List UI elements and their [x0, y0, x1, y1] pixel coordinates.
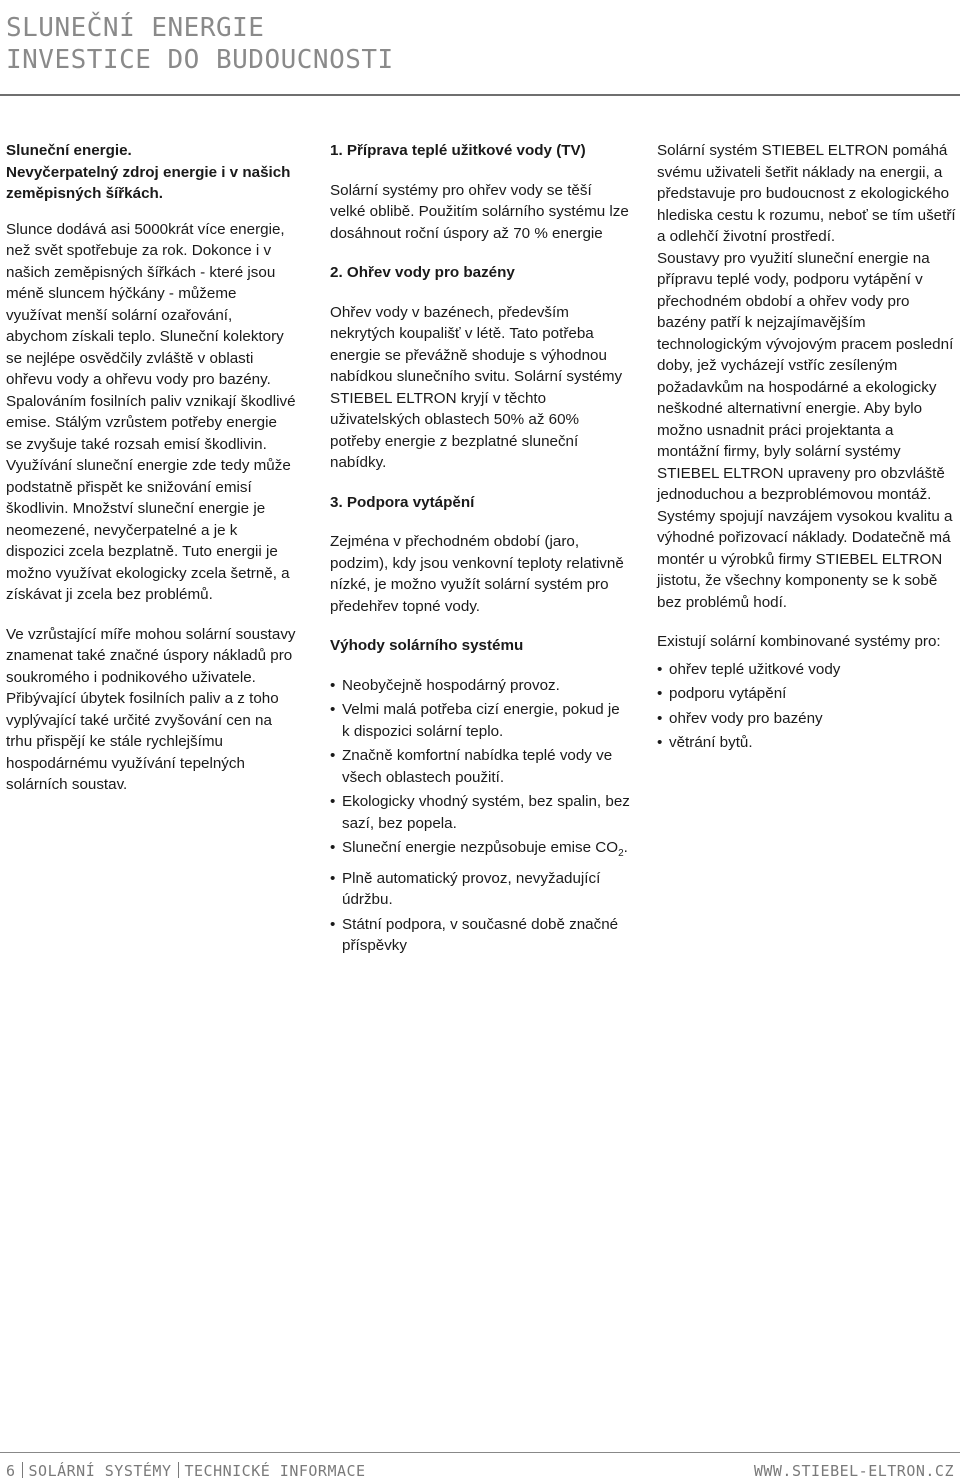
- page-title: [6, 12, 394, 76]
- lead-heading: [6, 140, 296, 205]
- list-item-end: .: [623, 839, 628, 856]
- footer-separator: [178, 1462, 179, 1478]
- page-footer: [6, 1462, 954, 1480]
- page-title-line-2: INVESTICE DO BUDOUCNOSTI: [6, 45, 394, 75]
- combined-systems-intro: Existují solární kombinované systémy pro:: [657, 633, 941, 650]
- co2-subscript: 2: [618, 848, 624, 860]
- section-heading-heating: 3. Podpora vytápění: [330, 493, 475, 511]
- combined-systems-list: [657, 659, 957, 754]
- list-item: • ohřev vody pro bazény: [657, 708, 957, 730]
- section-heading-pool: 2. Ohřev vody pro bazény: [330, 264, 515, 281]
- list-item: • Plně automatický provoz, nevyžadující údržbu.: [330, 868, 630, 911]
- systems-paragraph: Soustavy pro využití sluneční energie na přípravu teplé vody, podporu vytápění v přechodném období a ohřev vody pro bazény patří k nejzajímavějším technologickým vývojovým pracem poslední doby, jež vycházejí vstříc zesíleným požadavkům na hospodárné a ekologicky neškodné alternativní energie. Aby bylo možno usnadnit práci projektanta a montážní firmy, byly solární systémy STIEBEL ELTRON upraveny pro obzvláště jednoduchou a bezproblémovou montáž. Systémy spojují navzájem vysokou kvalitu a výhodné pořizovací náklady. Dodatečně má montér u výrobků firmy STIEBEL ELTRON jistotu, že všechny komponenty se k sobě bez problémů hodí.: [657, 249, 954, 611]
- page-header: [0, 0, 960, 96]
- footer-section-2: TECHNICKÉ INFORMACE: [184, 1462, 366, 1480]
- lead-heading-line-2: Nevyčerpatelný zdroj energie i v našich zeměpisných šířkách.: [6, 163, 291, 202]
- heating-paragraph: Zejména v přechodném období (jaro, podzim), kdy jsou venkovní teploty relativně nízké, je možno využít solární systém pro předehřev topné vody.: [330, 533, 624, 615]
- intro-paragraph: Slunce dodává asi 5000krát více energie, než svět spotřebuje za rok. Dokonce i v našich zeměpisných šířkách - které jsou méně sluncem hýčkány - můžeme využívat menší solární ozařování, abychom získali teplo. Sluneční kolektory se nejlépe osvědčily zvláště v oblasti ohřevu vody a ohřevu vody pro bazény. Spalováním fosilních paliv vznikají škodlivé emise. Stálým vzrůstem potřeby energie se zvyšuje také rozsah emisí škodlivin. Využívání sluneční energie zde tedy může podstatně přispět ke snižování emisí škodlivin. Množství sluneční energie je neomezené, nevyčerpatelné a je k dispozici zcela bezplatně. Tuto energii je možno využívat ekologicky zcela šetrně, a získávat ji zcela bez problémů.: [6, 220, 296, 603]
- section-heading-advantages: Výhody solárního systému: [330, 637, 524, 654]
- column-middle: [330, 140, 630, 975]
- list-item: • větrání bytů.: [657, 732, 957, 754]
- list-item: • Neobyčejně hospodárný provoz.: [330, 675, 630, 697]
- system-paragraph: Solární systém STIEBEL ELTRON pomáhá svému uživateli šetřit náklady na energii, a představuje pro budoucnost z ekologického hlediska cestu k rozumu, neboť se tím ušetří a odlehčí životní prostředí.: [657, 142, 956, 245]
- page-number: 6: [6, 1462, 16, 1480]
- footer-separator: [22, 1462, 23, 1478]
- pool-paragraph: Ohřev vody v bazénech, především nekrytých koupališť v létě. Tato potřeba energie se převážně shoduje s výhodnou nabídkou slunečního svitu. Solární systémy STIEBEL ELTRON kryjí v těchto uživatelských oblastech 50% až 60% potřeby energie z bezplatné sluneční nabídky.: [330, 303, 623, 471]
- column-left: [6, 140, 296, 814]
- list-item: • Státní podpora, v současné době značné příspěvky: [330, 914, 630, 957]
- footer-divider: [0, 1452, 960, 1453]
- column-right: [657, 140, 957, 772]
- list-item: • podporu vytápění: [657, 683, 957, 705]
- list-item: • Velmi malá potřeba cizí energie, pokud je k dispozici solární teplo.: [330, 699, 630, 742]
- footer-left: [6, 1462, 366, 1480]
- page-title-line-1: SLUNEČNÍ ENERGIE: [6, 13, 265, 43]
- advantages-list: [330, 675, 630, 957]
- list-item-text: Sluneční energie nezpůsobuje emise CO: [342, 839, 619, 856]
- lead-heading-line-1: Sluneční energie.: [6, 142, 132, 159]
- hot-water-paragraph: Solární systémy pro ohřev vody se těší velké oblibě. Použitím solárního systému lze dosáhnout roční úspory až 70 % energie: [330, 181, 629, 242]
- header-divider: [0, 94, 960, 96]
- list-item: • Značně komfortní nabídka teplé vody ve všech oblastech použití.: [330, 745, 630, 788]
- list-item: [330, 837, 630, 865]
- list-item: • Ekologicky vhodný systém, bez spalin, bez sazí, bez popela.: [330, 791, 630, 834]
- footer-section-1: SOLÁRNÍ SYSTÉMY: [28, 1462, 172, 1480]
- savings-paragraph: Ve vzrůstající míře mohou solární soustavy znamenat také značné úspory nákladů pro soukromého i podnikového uživatele. Přibývající úbytek fosilních paliv a z toho vyplývající také určité zvyšování cen na trhu přispějí ke stále rychlejšímu hospodárnému využívání tepelných solárních soustav.: [6, 625, 296, 793]
- list-item: • ohřev teplé užitkové vody: [657, 659, 957, 681]
- footer-url: WWW.STIEBEL-ELTRON.CZ: [753, 1462, 954, 1480]
- section-heading-hot-water: 1. Příprava teplé užitkové vody (TV): [330, 142, 586, 159]
